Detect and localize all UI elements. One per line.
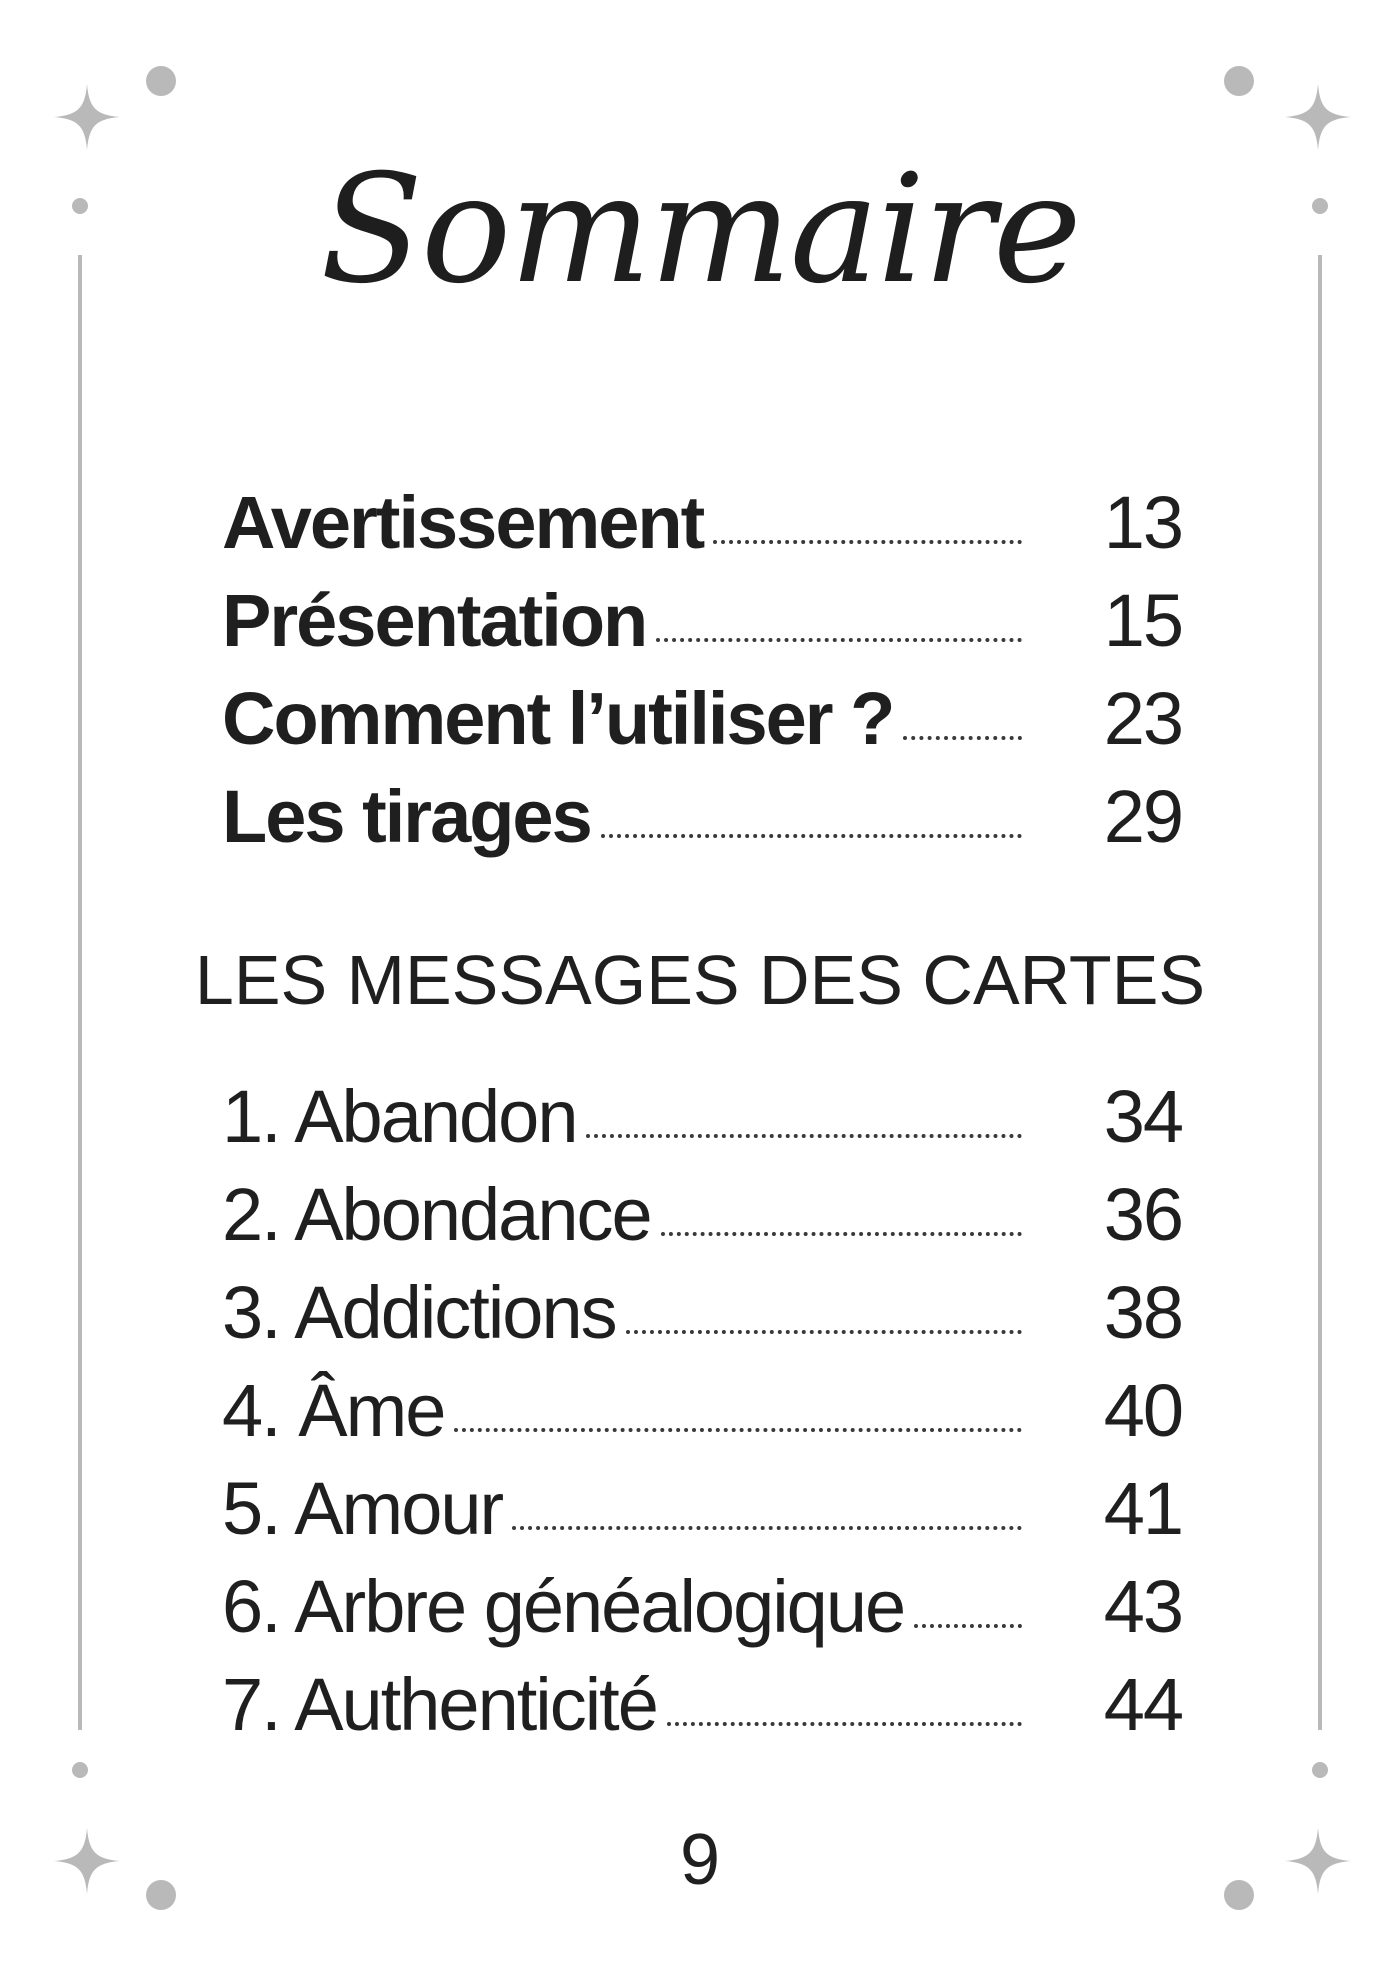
toc-entry[interactable] <box>222 1558 1182 1656</box>
dot-leader <box>661 1231 1022 1236</box>
toc-entry-page: 29 <box>1103 775 1182 858</box>
page-number: 9 <box>679 1820 721 1900</box>
toc-entry-label: 5. Amour <box>222 1467 503 1550</box>
toc-entry-page: 15 <box>1103 579 1182 662</box>
section-heading: LES MESSAGES DES CARTES <box>194 941 1206 1019</box>
dot-icon <box>1224 66 1254 96</box>
dot-icon <box>72 1762 88 1778</box>
toc-entry-label: 6. Arbre généalogique <box>222 1565 905 1648</box>
toc-intro-list <box>222 474 1182 866</box>
dot-leader <box>626 1329 1022 1334</box>
dot-leader <box>454 1427 1022 1432</box>
toc-entry-label: 1. Abandon <box>222 1075 577 1158</box>
toc-entry-label: Présentation <box>222 579 647 662</box>
toc-entry-label: Les tirages <box>222 775 591 858</box>
toc-entry[interactable] <box>222 1362 1182 1460</box>
toc-entry-page: 23 <box>1103 677 1182 760</box>
dot-leader <box>586 1133 1022 1138</box>
toc-entry-label: 7. Authenticité <box>222 1663 657 1746</box>
toc-entry-page: 40 <box>1103 1369 1182 1452</box>
toc-entry-page: 36 <box>1103 1173 1182 1256</box>
toc-entry-label: Comment l’utiliser ? <box>222 677 894 760</box>
toc-entry-page: 38 <box>1103 1271 1182 1354</box>
toc-entry[interactable] <box>222 1656 1182 1754</box>
toc-entry-page: 43 <box>1103 1565 1182 1648</box>
toc-entry[interactable] <box>222 1460 1182 1558</box>
toc-entry[interactable] <box>222 474 1182 572</box>
toc-entry-page: 13 <box>1103 481 1182 564</box>
toc-entry-label: 4. Âme <box>222 1369 445 1452</box>
dot-leader <box>914 1623 1022 1628</box>
dot-leader <box>601 833 1022 838</box>
toc-cards-list <box>222 1068 1182 1754</box>
toc-entry[interactable] <box>222 572 1182 670</box>
dot-icon <box>1312 1762 1328 1778</box>
toc-entry-page: 41 <box>1103 1467 1182 1550</box>
toc-entry[interactable] <box>222 1166 1182 1264</box>
toc-entry[interactable] <box>222 1264 1182 1362</box>
page-title: Sommaire <box>320 143 1080 317</box>
toc-entry-label: 3. Addictions <box>222 1271 616 1354</box>
toc-entry[interactable] <box>222 1068 1182 1166</box>
toc-entry-page: 34 <box>1103 1075 1182 1158</box>
toc-entry[interactable] <box>222 670 1182 768</box>
dot-leader <box>667 1721 1022 1726</box>
dot-leader <box>512 1525 1022 1530</box>
dot-leader <box>713 539 1022 544</box>
dot-icon <box>146 66 176 96</box>
toc-entry-page: 44 <box>1103 1663 1182 1746</box>
dot-leader <box>903 735 1022 740</box>
dot-leader <box>656 637 1022 642</box>
toc-entry[interactable] <box>222 768 1182 866</box>
toc-entry-label: Avertissement <box>222 481 704 564</box>
toc-entry-label: 2. Abondance <box>222 1173 651 1256</box>
